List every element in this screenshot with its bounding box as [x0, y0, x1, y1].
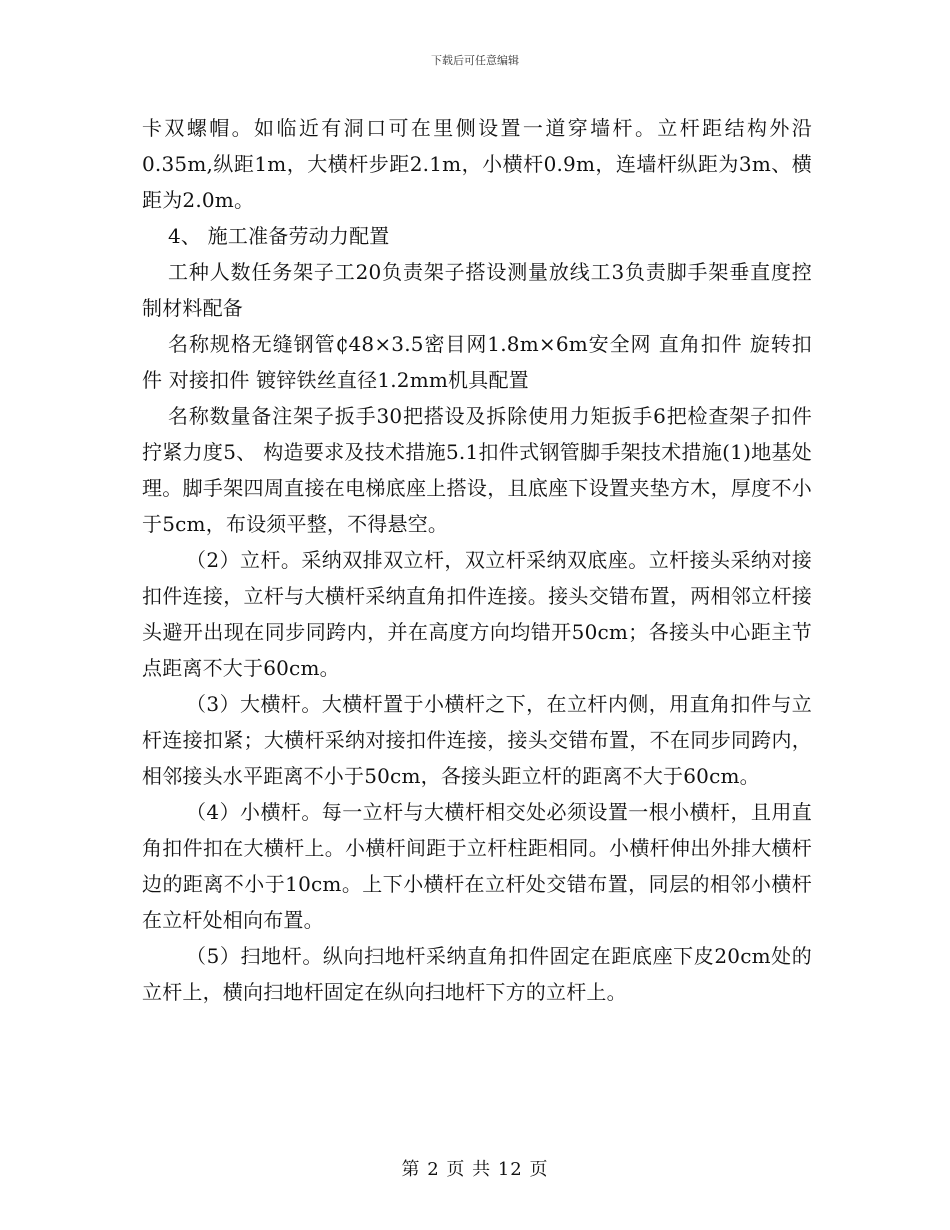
paragraph-workers: 工种人数任务架子工20负责架子搭设测量放线工3负责脚手架垂直度控制材料配备: [142, 260, 812, 320]
paragraph-large-crossbar: （3）大横杆。大横杆置于小横杆之下，在立杆内侧，用直角扣件与立杆连接扣紧；大横杆采纳对接扣件连接，接头交错布置，不在同步同跨内，相邻接头水平距离不小于50cm，各接头距立杆的距离不大于60cm。: [142, 692, 812, 788]
document-body: [142, 110, 812, 1010]
paragraph-continuation: 卡双螺帽。如临近有洞口可在里侧设置一道穿墙杆。立杆距结构外沿0.35m,纵距1m，大横杆步距2.1m，小横杆0.9m，连墙杆纵距为3m、横距为2.0m。: [142, 116, 812, 212]
paragraph-materials: 名称规格无缝钢管₵48×3.5密目网1.8m×6m安全网 直角扣件 旋转扣件 对接扣件 镀锌铁丝直径1.2mm机具配置: [142, 332, 812, 392]
section-heading-labor: 4、 施工准备劳动力配置: [168, 224, 390, 248]
paragraph-small-crossbar: （4）小横杆。每一立杆与大横杆相交处必须设置一根小横杆，且用直角扣件扣在大横杆上。小横杆间距于立杆柱距相同。小横杆伸出外排大横杆边的距离不小于10cm。上下小横杆在立杆处交错布置，同层的相邻小横杆在立杆处相向布置。: [142, 800, 812, 932]
paragraph-sweep-bar: （5）扫地杆。纵向扫地杆采纳直角扣件固定在距底座下皮20cm处的立杆上，横向扫地杆固定在纵向扫地杆下方的立杆上。: [142, 944, 812, 1004]
page-footer: 第 2 页 共 12 页: [401, 1159, 549, 1180]
paragraph-vertical-poles: （2）立杆。采纳双排双立杆，双立杆采纳双底座。立杆接头采纳对接扣件连接，立杆与大横杆采纳直角扣件连接。接头交错布置，两相邻立杆接头避开出现在同步同跨内，并在高度方向均错开50cm；各接头中心距主节点距离不大于60cm。: [142, 548, 812, 680]
page-header: 下载后可任意编辑: [431, 54, 519, 67]
paragraph-tools-foundation: 名称数量备注架子扳手30把搭设及拆除使用力矩扳手6把检查架子扣件拧紧力度5、 构造要求及技术措施5.1扣件式钢管脚手架技术措施(1)地基处理。脚手架四周直接在电梯底座上搭设，且底座下设置夹垫方木，厚度不小于5cm，布设须平整，不得悬空。: [142, 404, 812, 536]
